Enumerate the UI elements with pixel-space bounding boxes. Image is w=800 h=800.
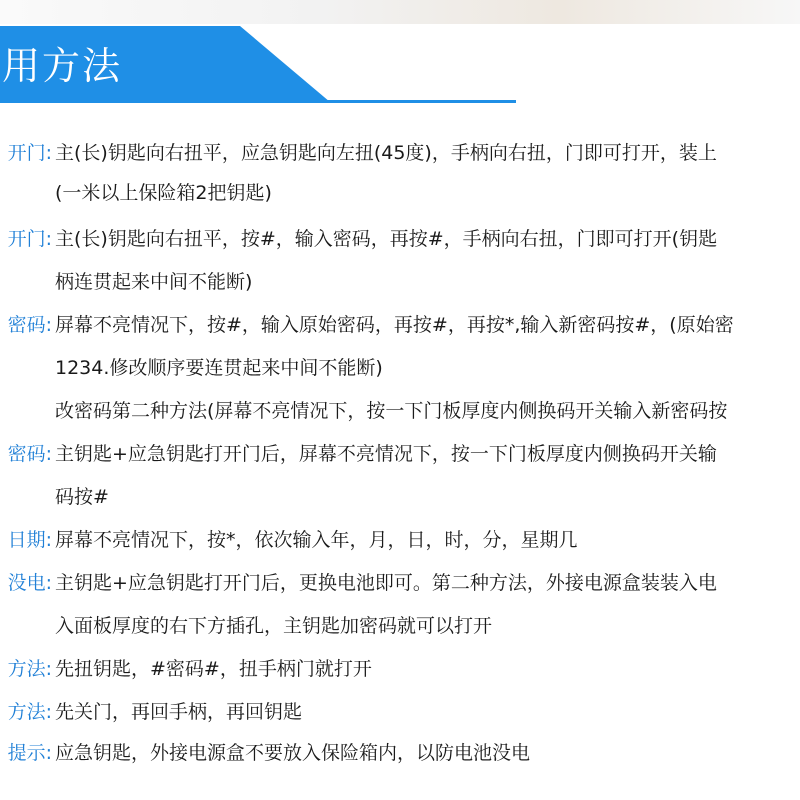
row-text: 入面板厚度的右下方插孔，主钥匙加密码就可以打开 — [55, 615, 493, 637]
row-text: 1234.修改顺序要连贯起来中间不能断) — [55, 357, 383, 379]
header-underline — [0, 100, 516, 103]
row-text: 主(长)钥匙向右扭平，按#，输入密码，再按#，手柄向右扭，门即可打开(钥匙 — [55, 228, 718, 250]
row-text: 屏幕不亮情况下，按*，依次输入年，月，日，时，分，星期几 — [55, 529, 578, 551]
row-text: 应急钥匙，外接电源盒不要放入保险箱内，以防电池没电 — [55, 742, 531, 764]
row-label: 没电: — [7, 572, 52, 594]
row-text: 改密码第二种方法(屏幕不亮情况下，按一下门板厚度内侧换码开关输入新密码按 — [55, 400, 728, 422]
row-label: 开门: — [7, 142, 52, 164]
page-title: 用方法 — [2, 44, 123, 88]
row-text: 先扭钥匙，#密码#，扭手柄门就打开 — [55, 658, 372, 680]
row-label: 日期: — [7, 529, 52, 551]
row-text: 柄连贯起来中间不能断) — [55, 271, 253, 293]
row-label: 方法: — [7, 701, 52, 723]
row-label: 提示: — [7, 742, 52, 764]
row-text: 主(长)钥匙向右扭平，应急钥匙向左扭(45度)，手柄向右扭，门即可打开，装上 — [55, 142, 717, 164]
row-text: 码按# — [55, 486, 109, 508]
row-label: 密码: — [7, 314, 52, 336]
row-text: 先关门，再回手柄，再回钥匙 — [55, 701, 303, 723]
top-texture — [0, 0, 800, 24]
row-text: (一米以上保险箱2把钥匙) — [55, 182, 272, 204]
row-label: 方法: — [7, 658, 52, 680]
row-text: 主钥匙+应急钥匙打开门后，更换电池即可。第二种方法，外接电源盒装装入电 — [55, 572, 717, 594]
row-label: 开门: — [7, 228, 52, 250]
row-text: 屏幕不亮情况下，按#，输入原始密码，再按#，再按*,输入新密码按#，(原始密 — [55, 314, 734, 336]
row-label: 密码: — [7, 443, 52, 465]
row-text: 主钥匙+应急钥匙打开门后，屏幕不亮情况下，按一下门板厚度内侧换码开关输 — [55, 443, 717, 465]
